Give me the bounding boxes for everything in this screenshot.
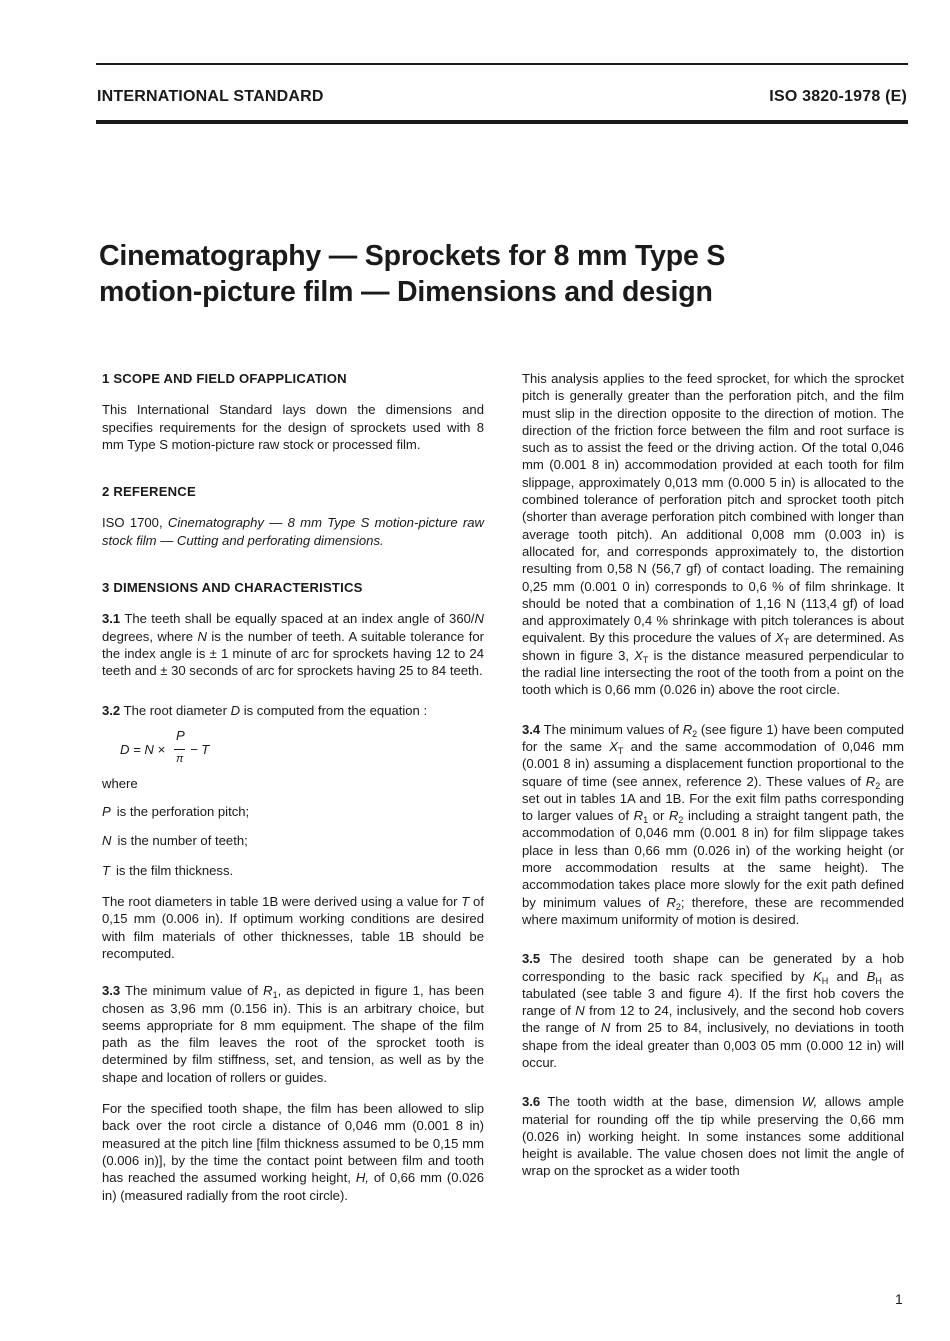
clause-3-2: 3.2 The root diameter D is computed from the equation : (102, 702, 428, 718)
clause-number: 3.4 (522, 721, 541, 737)
title-line-1: Cinematography — Sprockets for 8 mm Type S (99, 240, 726, 272)
title-line-2: motion-picture film — Dimensions and design (99, 276, 713, 308)
clause-number: 3.3 (102, 983, 121, 999)
clause-3-6: 3.6 The tooth width at the base, dimension W, allows ample material for rounding off the tip while preserving the 0,66 mm (0.026 in) working height. In some instances some additional height is available. The value chosen does not limit the angle of wrap on the sprocket as a wider tooth (522, 1094, 905, 1179)
right-column (522, 370, 904, 1180)
reference-id: ISO 1700, (102, 515, 163, 531)
feed-sprocket-analysis: This analysis applies to the feed sprocket, for which the sprocket pitch is generally greater than the perforation pitch, and the film must slip in the direction opposite to the direction of motion. The direction of the friction force between the film and root surface is such as to assist the feed or the driving action. Of the total 0,046 mm (0.001 8 in) accommodation provided at each tooth for film slippage, approximately 0,013 mm (0.000 5 in) is allocated to the combined tolerance of perforation pitch and sprocket tooth pitch (shorter than average perforation pitch combined with longer than average tooth pitch). An additional 0,008 mm (0.003 in) is allocated for, and corresponds approximately to, the distortion resulting from 0,58 N (56,7 gf) of contact loading. The remaining 0,25 mm (0.001 0 in) corresponds to 0,6 % of film shrinkage. It should be noted that a combination of 1,16 N (113,4 gf) of load and approximately 0,4 % shrinkage with pitch tolerances is about equivalent. By this procedure the values of $X_T$ are determined. As shown in figure 3, $X_T$ is the distance measured perpendicular to the radial line intersecting the root of the tooth from a point on the tooth which is 0,66 mm (0.026 in) above the root circle. (522, 371, 905, 698)
fraction-bar (174, 749, 185, 750)
section-1-heading: 1 SCOPE AND FIELD OFAPPLICATION (102, 371, 347, 386)
left-column (102, 370, 484, 1204)
section-3-heading: 3 DIMENSIONS AND CHARACTERISTICS (102, 580, 363, 596)
definition-T: T is the film thickness. (102, 862, 234, 878)
clause-number: 3.1 (102, 611, 121, 627)
clause-number: 3.2 (102, 702, 121, 718)
section-1-text: This International Standard lays down the dimensions and specifies requirements for the design of sprockets used with 8 mm Type S motion-picture raw stock or processed film. (102, 402, 484, 452)
top-rule-thin (96, 63, 908, 65)
equation-lhs: D = N × (120, 741, 166, 757)
header-right: ISO 3820-1978 (E) (769, 88, 907, 105)
clause-3-1: 3.1 The teeth shall be equally spaced at an index angle of 360/N degrees, where N is the number of teeth. A suitable tolerance for the index angle is ± 1 minute of arc for sprockets having 12 to 24 teeth and ± 30 seconds of arc for sprockets having 25 to 84 teeth. (102, 611, 485, 679)
root-diameter-equation (120, 727, 484, 771)
header-left: INTERNATIONAL STANDARD (97, 88, 324, 105)
clause-3-3: 3.3 The minimum value of $R_1$, as depicted in figure 1, has been chosen as 3,96 mm (0.156 in). This is an arbitrary choice, but seems appropriate for 8 mm equipment. The shape of the film path as the film leaves the root of the sprocket tooth is determined by film stiffness, set, and tension, as well as by the shape and location of rollers or guides. (102, 983, 484, 1085)
clause-number: 3.6 (522, 1094, 541, 1110)
section-2-reference (102, 514, 484, 549)
equation-denominator: π (176, 752, 184, 765)
equation-numerator: P (176, 727, 185, 743)
page-number: 1 (895, 1291, 903, 1307)
reference-title: Cinematography — 8 mm Type S motion-picture raw stock film — Cutting and perforating dimensions. (102, 515, 484, 548)
top-rule-thick (96, 120, 908, 124)
definition-P: P is the perforation pitch; (102, 804, 250, 820)
clause-3-3-continued: For the specified tooth shape, the film has been allowed to slip back over the root circle a distance of 0,046 mm (0.001 8 in) measured at the pitch line [film thickness assumed to be 0,15 mm (0.006 in)], by the time the contact point between film and tooth has reached the assumed working height, H, of 0,66 mm (0.026 in) (measured radially from the root circle). (102, 1101, 484, 1203)
root-diameters-note: The root diameters in table 1B were derived using a value for T of 0,15 mm (0.006 in). If optimum working conditions are desired with film materials of other thicknesses, table 1B should be recomputed. (102, 894, 484, 961)
equation-rhs: − T (190, 741, 210, 757)
clause-3-4: 3.4 The minimum values of $R_2$ (see figure 1) have been computed for the same $X_T$ and the same accommodation of 0,046 mm (0.001 8 in) assuming a displacement function proportional to the square of time (see annex, reference 2). These values of $R_2$ are set out in tables 1A and 1B. For the exit film paths corresponding to larger values of $R_1$ or $R_2$ including a straight tangent path, the accommodation of 0,046 mm (0.001 8 in) for film slippage takes place in less than 0,66 mm (0.026 in) of the working height (or more accommodation results at the same height). The accommodation takes place more slowly for the exit path defined by minimum values of $R_2$; therefore, these are recommended where maximum uniformity of motion is desired. (522, 721, 905, 927)
clause-number: 3.5 (522, 951, 541, 967)
section-2-heading: 2 REFERENCE (102, 484, 196, 500)
definition-N: N is the number of teeth; (102, 833, 248, 849)
where-label: where (102, 775, 138, 791)
clause-3-5: 3.5 The desired tooth shape can be generated by a hob corresponding to the basic rack specified by $K_H$ and $B_H$ as tabulated (see table 3 and figure 4). If the first hob covers the range of N from 12 to 24, inclusively, and the second hob covers the range of N from 25 to 84, inclusively, no deviations in tooth shape from the ideal greater than 0,003 05 mm (0.000 12 in) will occur. (522, 951, 904, 1070)
document-title (99, 238, 859, 310)
